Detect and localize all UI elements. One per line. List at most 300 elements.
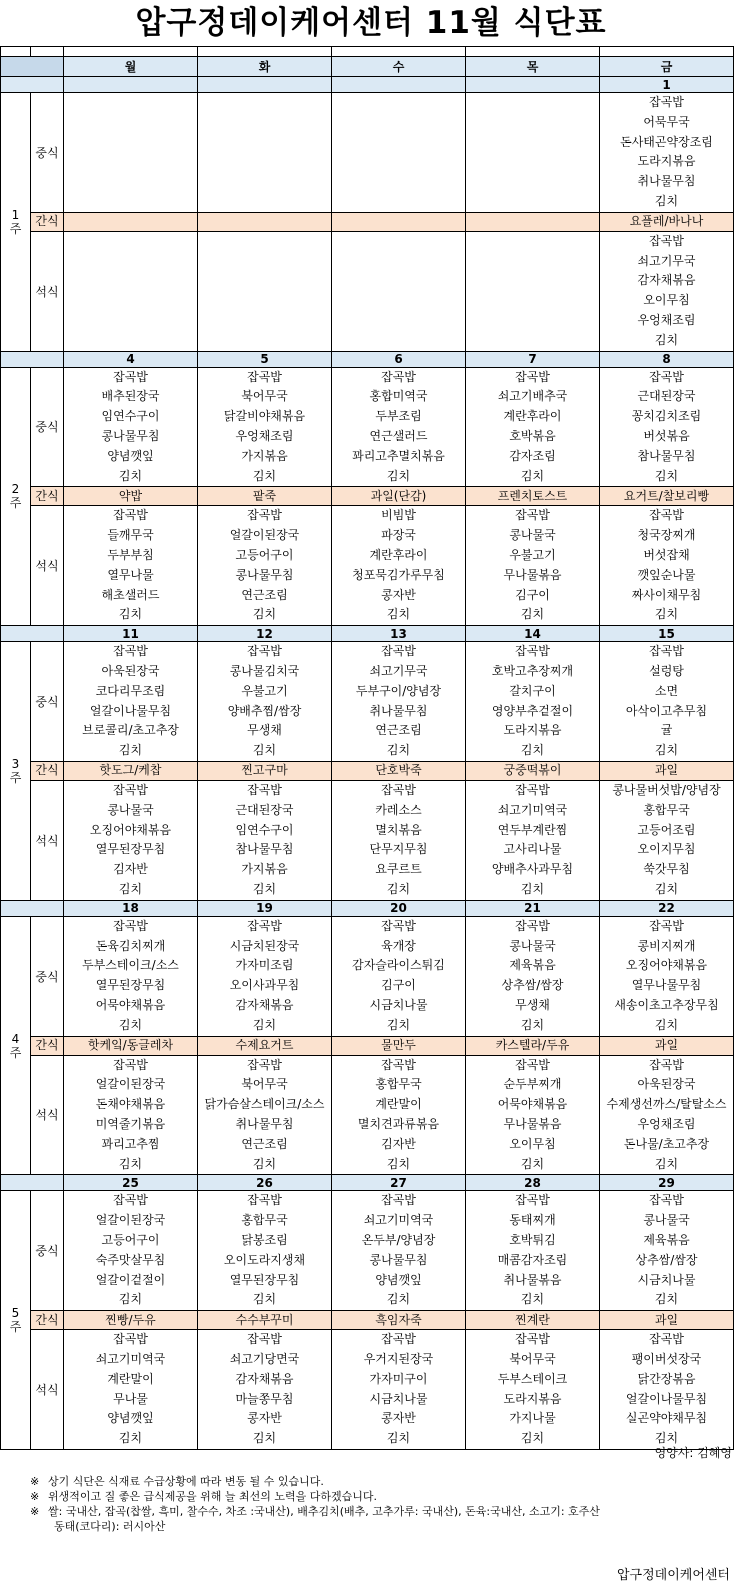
lunch-cell: [466, 93, 600, 213]
snack-row: [1, 487, 734, 506]
menu-item: 잡곡밥: [515, 644, 550, 659]
menu-item: 김치: [654, 1431, 679, 1446]
menu-item: 열무된장무침: [95, 842, 166, 857]
menu-item: 김구이: [381, 978, 416, 993]
dietitian-label: 영양사: 김혜영: [654, 1446, 732, 1460]
meal-label-lunch: 중식: [31, 93, 64, 213]
menu-item: 얼갈이된장국: [229, 528, 300, 543]
menu-item: 우엉채조림: [637, 312, 696, 327]
menu-item: 김치: [252, 1431, 277, 1446]
menu-item: 취나물무침: [637, 174, 696, 189]
dinner-row: [1, 506, 734, 626]
dinner-cell: [64, 780, 198, 900]
menu-item: 시금치나물: [369, 997, 428, 1012]
snack-cell: 카스텔라/두유: [466, 1036, 600, 1055]
lunch-row: [1, 93, 734, 213]
menu-item: 열무된장무침: [229, 1272, 300, 1287]
date-cell: 12: [198, 626, 332, 642]
date-row-blank: [1, 77, 64, 93]
menu-item: 버섯볶음: [643, 428, 690, 443]
menu-item: 두부스테이크/소스: [82, 958, 179, 973]
menu-item: 무나물볶음: [503, 1116, 562, 1131]
week-label-text: 2: [11, 482, 20, 497]
menu-item: 계란말이: [375, 1097, 422, 1112]
menu-item: 콩나물국: [509, 528, 556, 543]
menu-item: 임연수구이: [235, 822, 294, 837]
menu-item: 아삭이고추무침: [625, 703, 708, 718]
note-mark: ※: [30, 1505, 40, 1518]
menu-item: 잡곡밥: [381, 782, 416, 797]
date-cell: [198, 77, 332, 93]
date-cell: 19: [198, 900, 332, 916]
menu-item: 잡곡밥: [247, 508, 282, 523]
day-header-cell: 월: [64, 57, 198, 77]
menu-item: 어묵야채볶음: [95, 997, 166, 1012]
menu-item: 호박볶음: [509, 428, 556, 443]
menu-item: 콩나물국: [107, 802, 154, 817]
snack-cell: 흑임자죽: [332, 1311, 466, 1330]
meal-label-dinner: 석식: [31, 780, 64, 900]
snack-cell: 과일(단감): [332, 487, 466, 506]
snack-cell: 요플레/바나나: [600, 212, 734, 231]
dinner-row: [1, 1055, 734, 1175]
date-cell: 21: [466, 900, 600, 916]
date-cell: 7: [466, 351, 600, 367]
menu-item: 얼갈이된장국: [95, 1077, 166, 1092]
menu-item: 짜사이채무침: [631, 587, 702, 602]
footer: [0, 1436, 742, 1588]
date-cell: [466, 77, 600, 93]
snack-cell: 물만두: [332, 1036, 466, 1055]
spacer-cell: [31, 47, 64, 57]
dinner-cell: [600, 1055, 734, 1175]
snack-cell: 핫케잌/동글레차: [64, 1036, 198, 1055]
menu-item: 시금치나물: [637, 1272, 696, 1287]
menu-item: 김치: [386, 881, 411, 896]
dinner-cell: [466, 1055, 600, 1175]
lunch-cell: [332, 916, 466, 1036]
menu-item: 배추된장국: [101, 389, 160, 404]
menu-item: 우엉채조림: [235, 428, 294, 443]
menu-item: 참나물무침: [637, 448, 696, 463]
menu-item: 김치: [654, 1156, 679, 1171]
menu-item: 카레소스: [375, 802, 422, 817]
dinner-cell: [332, 780, 466, 900]
menu-item: 김치: [520, 1017, 545, 1032]
note-item: [30, 1474, 730, 1489]
date-cell: 25: [64, 1175, 198, 1191]
menu-item: 김자반: [113, 862, 148, 877]
dinner-cell: [198, 1055, 332, 1175]
menu-item: 육개장: [381, 938, 416, 953]
menu-item: 우불고기: [509, 547, 556, 562]
menu-item: 잡곡밥: [649, 369, 684, 384]
menu-item: 잡곡밥: [649, 95, 684, 109]
menu-item: 쇠고기미역국: [497, 802, 568, 817]
menu-item: 김치: [654, 1017, 679, 1032]
day-header-cell: 수: [332, 57, 466, 77]
menu-item: 잡곡밥: [247, 1057, 282, 1072]
menu-item: 오이지무침: [637, 842, 696, 857]
menu-item: 잡곡밥: [247, 369, 282, 384]
snack-cell: [466, 212, 600, 231]
lunch-cell: [198, 93, 332, 213]
menu-item: 잡곡밥: [515, 1332, 550, 1347]
menu-item: 잡곡밥: [381, 1193, 416, 1208]
lunch-row: [1, 367, 734, 487]
lunch-cell: [64, 367, 198, 487]
menu-item: 취나물무침: [235, 1116, 294, 1131]
menu-item: 동태찌개: [509, 1213, 556, 1228]
menu-item: 시금치나물: [369, 1391, 428, 1406]
lunch-cell: [600, 916, 734, 1036]
snack-cell: 핫도그/케찹: [64, 761, 198, 780]
menu-item: 우불고기: [241, 683, 288, 698]
date-row-blank: [1, 626, 64, 642]
spacer-cell: [1, 47, 31, 57]
menu-item: 연근조림: [375, 723, 422, 738]
snack-cell: 수제요거트: [198, 1036, 332, 1055]
menu-item: 도라지볶음: [637, 154, 696, 169]
lunch-cell: [198, 1191, 332, 1311]
snack-row: [1, 1036, 734, 1055]
date-cell: 8: [600, 351, 734, 367]
menu-item: 우거지된장국: [363, 1351, 434, 1366]
note-item: [30, 1489, 730, 1504]
menu-item: 김치: [252, 1017, 277, 1032]
menu-item: 콩나물김치국: [229, 663, 300, 678]
menu-item: 잡곡밥: [649, 508, 684, 523]
menu-item: 계란후라이: [369, 547, 428, 562]
menu-item: 오징어야채볶음: [89, 822, 172, 837]
lunch-cell: [332, 642, 466, 762]
date-cell: 29: [600, 1175, 734, 1191]
lunch-cell: [600, 642, 734, 762]
menu-item: 돈나물/초고추장: [623, 1136, 710, 1151]
menu-item: 김치: [654, 607, 679, 622]
menu-item: 김치: [520, 1156, 545, 1171]
menu-item: 김치: [520, 1431, 545, 1446]
menu-item: 잡곡밥: [649, 918, 684, 933]
date-cell: 27: [332, 1175, 466, 1191]
menu-item: 김치: [118, 1156, 143, 1171]
menu-item: 잡곡밥: [113, 918, 148, 933]
lunch-cell: [198, 642, 332, 762]
menu-item: 잡곡밥: [515, 1057, 550, 1072]
spacer-cell: [600, 47, 734, 57]
menu-item: 잡곡밥: [113, 782, 148, 797]
menu-item: 열무나물무침: [631, 978, 702, 993]
menu-item: 김치: [520, 881, 545, 896]
menu-item: 무나물: [113, 1391, 148, 1406]
lunch-row: [1, 1191, 734, 1311]
header-corner: [1, 57, 64, 77]
menu-item: 김치: [118, 607, 143, 622]
menu-item: 설렁탕: [649, 663, 684, 678]
menu-item: 잡곡밥: [381, 1332, 416, 1347]
week-label-text: 주: [9, 770, 22, 785]
lunch-cell: [466, 642, 600, 762]
menu-item: 잡곡밥: [113, 508, 148, 523]
menu-item: 김치: [252, 881, 277, 896]
menu-item: 귤: [660, 723, 673, 738]
menu-item: 콩나물국: [643, 1213, 690, 1228]
menu-item: 잡곡밥: [381, 644, 416, 659]
menu-item: 두부구이/양념장: [355, 683, 442, 698]
menu-item: 홍합미역국: [369, 389, 428, 404]
dinner-row: [1, 231, 734, 351]
spacer-row: [1, 47, 734, 57]
menu-item: 비빔밥: [381, 508, 416, 523]
snack-cell: 수수부꾸미: [198, 1311, 332, 1330]
menu-item: 가자미구이: [369, 1371, 428, 1386]
meal-label-snack: 간식: [31, 761, 64, 780]
snack-row: [1, 761, 734, 780]
meal-label-snack: 간식: [31, 1036, 64, 1055]
menu-item: 잡곡밥: [113, 1193, 148, 1208]
menu-item: 오이도라지생채: [223, 1252, 306, 1267]
menu-item: 잡곡밥: [113, 1332, 148, 1347]
menu-item: 매콤감자조림: [497, 1252, 568, 1267]
meal-label-lunch: 중식: [31, 642, 64, 762]
menu-item: 양념깻잎: [107, 1411, 154, 1426]
menu-item: 돈육김치찌개: [95, 938, 166, 953]
menu-item: 새송이초고추장무침: [614, 997, 719, 1012]
date-cell: 6: [332, 351, 466, 367]
menu-item: 콩나물무침: [101, 428, 160, 443]
date-row: [1, 351, 734, 367]
menu-item: 콩나물무침: [369, 1252, 428, 1267]
week-label-text: 주: [9, 496, 22, 511]
date-cell: 1: [600, 77, 734, 93]
spacer-cell: [466, 47, 600, 57]
menu-item: 무생채: [247, 723, 282, 738]
lunch-cell: [64, 93, 198, 213]
menu-item: 온두부/양념장: [361, 1232, 436, 1247]
menu-item: 김치: [252, 468, 277, 483]
week-label: [1, 93, 31, 352]
menu-item: 취나물무침: [369, 703, 428, 718]
dinner-cell: [600, 780, 734, 900]
note-text: 위생적이고 질 좋은 급식제공을 위해 늘 최선의 노력을 다하겠습니다.: [48, 1490, 377, 1503]
date-row: [1, 626, 734, 642]
menu-item: 잡곡밥: [113, 644, 148, 659]
week-label-text: 5: [11, 1306, 20, 1321]
day-header-cell: 금: [600, 57, 734, 77]
menu-item: 잡곡밥: [381, 369, 416, 384]
dinner-cell: [600, 506, 734, 626]
menu-item: 가지나물: [509, 1411, 556, 1426]
menu-item: 상추쌈/쌈장: [501, 978, 564, 993]
menu-item: 수제생선까스/탈탈소스: [606, 1097, 727, 1112]
menu-item: 김치: [386, 607, 411, 622]
menu-item: 김치: [386, 743, 411, 758]
week-label: [1, 367, 31, 626]
menu-item: 김치: [118, 743, 143, 758]
menu-item: 얼갈이나물무침: [625, 1391, 708, 1406]
menu-item: 김치: [654, 332, 679, 347]
menu-item: 김치: [386, 468, 411, 483]
dinner-cell: [64, 1055, 198, 1175]
menu-item: 연근조림: [241, 1136, 288, 1151]
menu-item: 호박고추장찌개: [491, 663, 574, 678]
menu-item: 잡곡밥: [247, 1332, 282, 1347]
menu-item: 잡곡밥: [649, 644, 684, 659]
menu-item: 숙주맛살무침: [95, 1252, 166, 1267]
lunch-cell: [64, 1191, 198, 1311]
date-row: [1, 77, 734, 93]
menu-item: 쇠고기미역국: [363, 1213, 434, 1228]
week-label-text: 주: [9, 221, 22, 236]
menu-item: 근대된장국: [637, 389, 696, 404]
date-row: [1, 900, 734, 916]
menu-item: 콩자반: [381, 1411, 416, 1426]
menu-item: 잡곡밥: [515, 369, 550, 384]
menu-item: 잡곡밥: [649, 1057, 684, 1072]
week-label-text: 1: [11, 207, 20, 222]
dinner-cell: [466, 1330, 600, 1450]
menu-item: 취나물볶음: [503, 1272, 562, 1287]
meal-label-dinner: 석식: [31, 1055, 64, 1175]
menu-item: 콩나물버섯밥/양념장: [612, 782, 721, 797]
dinner-row: [1, 780, 734, 900]
menu-item: 도라지볶음: [503, 723, 562, 738]
meal-label-snack: 간식: [31, 1311, 64, 1330]
menu-item: 북어무국: [241, 1077, 288, 1092]
menu-item: 연두부계란찜: [497, 822, 568, 837]
menu-item: 김구이: [515, 587, 550, 602]
menu-item: 임연수구이: [101, 409, 160, 424]
week-label: [1, 916, 31, 1175]
snack-cell: 팥죽: [198, 487, 332, 506]
dinner-cell: [600, 231, 734, 351]
spacer-cell: [198, 47, 332, 57]
menu-table: [0, 46, 734, 1450]
notes-list: [30, 1474, 730, 1534]
meal-label-lunch: 중식: [31, 367, 64, 487]
menu-item: 어묵야채볶음: [497, 1097, 568, 1112]
menu-item: 고등어구이: [101, 1232, 160, 1247]
snack-cell: 과일: [600, 1311, 734, 1330]
date-cell: 4: [64, 351, 198, 367]
meal-label-lunch: 중식: [31, 916, 64, 1036]
week-label-text: 주: [9, 1320, 22, 1335]
menu-item: 김치: [654, 1292, 679, 1307]
meal-label-dinner: 석식: [31, 1330, 64, 1450]
menu-item: 계란후라이: [503, 409, 562, 424]
menu-item: 청국장찌개: [637, 528, 696, 543]
menu-item: 꽁치김치조림: [631, 409, 702, 424]
snack-cell: [198, 212, 332, 231]
date-cell: 14: [466, 626, 600, 642]
menu-item: 잡곡밥: [113, 369, 148, 384]
page-title: 압구정데이케어센터 11월 식단표: [135, 5, 607, 41]
menu-item: 콩비지찌개: [637, 938, 696, 953]
menu-item: 김치: [386, 1292, 411, 1307]
menu-item: 김치: [118, 1431, 143, 1446]
menu-item: 순두부찌개: [503, 1077, 562, 1092]
menu-item: 김치: [252, 1156, 277, 1171]
menu-item: 잡곡밥: [247, 918, 282, 933]
menu-item: 가자미조림: [235, 958, 294, 973]
menu-item: 쇠고기미역국: [95, 1351, 166, 1366]
dinner-cell: [600, 1330, 734, 1450]
menu-item: 쇠고기배추국: [497, 389, 568, 404]
menu-item: 김치: [654, 193, 679, 208]
menu-item: 콩자반: [247, 1411, 282, 1426]
snack-cell: 궁중떡볶이: [466, 761, 600, 780]
menu-item: 연근샐러드: [369, 428, 428, 443]
menu-item: 김치: [118, 881, 143, 896]
menu-item: 무생채: [515, 997, 550, 1012]
snack-cell: 찐고구마: [198, 761, 332, 780]
menu-item: 김치: [654, 468, 679, 483]
menu-item: 쑥갓무침: [643, 862, 690, 877]
menu-item: 요쿠르트: [375, 862, 422, 877]
menu-item: 돈사태곤약장조림: [620, 134, 713, 149]
snack-cell: 찐빵/두유: [64, 1311, 198, 1330]
menu-item: 감자조림: [509, 448, 556, 463]
menu-item: 콩자반: [381, 587, 416, 602]
snack-cell: 약밥: [64, 487, 198, 506]
menu-item: 호박튀김: [509, 1232, 556, 1247]
dinner-cell: [64, 231, 198, 351]
menu-item: 닭갈비야채볶음: [223, 409, 306, 424]
meal-label-snack: 간식: [31, 212, 64, 231]
date-cell: [332, 77, 466, 93]
menu-item: 청포묵김가루무침: [352, 567, 445, 582]
menu-item: 두부스테이크: [497, 1371, 568, 1386]
menu-item: 김자반: [381, 1136, 416, 1151]
date-cell: 5: [198, 351, 332, 367]
menu-item: 양배추사과무침: [491, 862, 574, 877]
menu-item: 실곤약야채무침: [625, 1411, 708, 1426]
menu-item: 꽈리고추찜: [101, 1136, 160, 1151]
snack-cell: [332, 212, 466, 231]
menu-item: 쇠고기무국: [637, 253, 696, 268]
menu-item: 감자채볶음: [235, 997, 294, 1012]
note-text: 상기 식단은 식재료 수급상황에 따라 변동 될 수 있습니다.: [48, 1475, 324, 1488]
menu-item: 두부조림: [375, 409, 422, 424]
menu-item: 김치: [386, 1017, 411, 1032]
menu-item: 얼갈이겉절이: [95, 1272, 166, 1287]
menu-item: 열무된장무침: [95, 978, 166, 993]
menu-item: 고등어조림: [637, 822, 696, 837]
dinner-cell: [64, 506, 198, 626]
menu-item: 고등어구이: [235, 547, 294, 562]
dinner-cell: [332, 1330, 466, 1450]
menu-item: 콩나물국: [509, 938, 556, 953]
menu-item: 잡곡밥: [649, 233, 684, 248]
snack-cell: [64, 212, 198, 231]
lunch-cell: [600, 93, 734, 213]
menu-item: 미역줄기볶음: [95, 1116, 166, 1131]
lunch-cell: [466, 367, 600, 487]
dinner-cell: [198, 780, 332, 900]
menu-item: 근대된장국: [235, 802, 294, 817]
menu-item: 콩나물무침: [235, 567, 294, 582]
dinner-cell: [198, 506, 332, 626]
menu-item: 잡곡밥: [515, 782, 550, 797]
date-cell: 11: [64, 626, 198, 642]
menu-item: 김치: [520, 1292, 545, 1307]
menu-item: 마늘쫑무침: [235, 1391, 294, 1406]
menu-item: 아욱된장국: [637, 1077, 696, 1092]
date-cell: 13: [332, 626, 466, 642]
note-mark: ※: [30, 1475, 40, 1488]
menu-item: 멸치견과류볶음: [357, 1116, 440, 1131]
snack-cell: 과일: [600, 1036, 734, 1055]
